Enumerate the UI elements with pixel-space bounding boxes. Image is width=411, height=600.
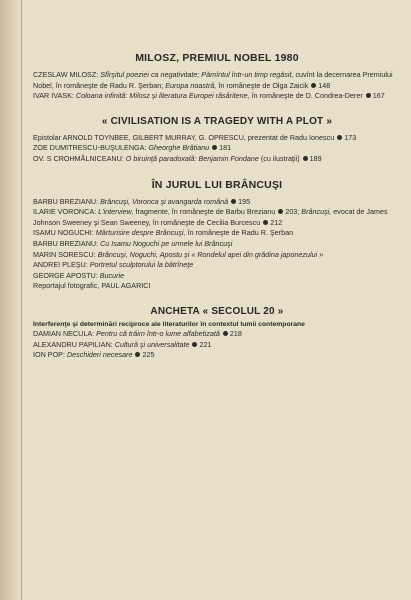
entry-work: Gheorghe Brătianu — [148, 143, 210, 153]
entry-work: Mărturisire despre Brâncuşi, — [95, 228, 186, 238]
entry-work: Pentru că trăim într-o lume alfabetizată — [96, 328, 220, 338]
section-subtitle: Interferenţe şi determinări reciproce ale literaturilor în contextul lumii contemporane — [33, 320, 305, 328]
section-title: ÎN JURUL LUI BRÂNCUŞI — [151, 178, 283, 191]
toc-entry — [33, 271, 401, 282]
entry-author: ILARIE VORONCA: — [33, 207, 97, 217]
entry-work: Cultură şi universalitate — [114, 339, 190, 349]
bullet-icon — [263, 220, 268, 225]
entry-author: ALEXANDRU PAPILIAN: — [33, 339, 113, 349]
toc-entry: ILARIE VORONCA: L'interview, fragmente, în româneşte de Barbu Brezianu 203; Brâncuşi, evocat de James Johnson Sweeney şi Sean Sweeney, în româneşte de Cecilia Burcescu 212 — [33, 207, 388, 227]
toc-entry — [33, 197, 401, 208]
toc-entry — [33, 281, 401, 292]
page-number: 181 — [219, 143, 232, 153]
toc-entry — [33, 154, 401, 165]
page-number: 195 — [238, 196, 251, 206]
page-number: 189 — [309, 153, 322, 163]
toc-entry — [33, 239, 401, 250]
entry-work: Sfîrşitul poeziei ca negativitate; Pămîntul într-un timp regăsit, — [100, 70, 294, 79]
entry-detail: prezentat de Radu Ionescu — [245, 132, 335, 142]
entry-detail: (cu ilustraţii) — [258, 153, 300, 163]
bullet-icon — [366, 93, 371, 98]
entry-detail: evocat de James Johnson Sweeney şi Sean Sweeney, în româneşte de Cecilia Burcescu — [33, 207, 388, 227]
entry-work: Bucurie — [99, 270, 125, 280]
table-of-contents — [33, 52, 401, 361]
toc-entry — [33, 91, 401, 102]
entry-author: Epistolar ARNOLD TOYNBEE, GILBERT MURRAY, G. OPRESCU, — [33, 132, 246, 142]
entry-work: L'interview, — [98, 207, 134, 217]
entry-author: MARIN SORESCU: — [33, 249, 96, 259]
entry-author: IVAR IVASK: — [33, 91, 74, 101]
page-number: 218 — [229, 328, 242, 338]
page-number: 221 — [199, 339, 212, 349]
entry-work: Brâncuşi, Noguchi, Apostu şi « Rondelul apei din grădina japonezului » — [97, 249, 324, 259]
entry-work: Coloana infinită: Milosz şi literatura Europei răsăritene, — [75, 91, 250, 101]
entry-author: OV. S CROHMĂLNICEANU: — [33, 153, 124, 163]
bullet-icon — [231, 199, 236, 204]
entry-work: Europa noastră, — [165, 80, 217, 90]
toc-entry — [33, 340, 401, 351]
entry-work: Cu Isamu Noguchi pe urmele lui Brâncuşi — [100, 238, 233, 248]
entry-author: BARBU BREZIANU: — [33, 238, 99, 248]
entry-author: ISAMU NOGUCHI: — [33, 228, 94, 238]
section-title: ANCHETA « SECOLUL 20 » — [150, 305, 284, 317]
section-title: « CIVILISATION IS A TRAGEDY WITH A PLOT » — [101, 115, 333, 127]
entry-author: ION POP: — [33, 350, 65, 360]
entry-detail: Reportajul fotografic, PAUL AGARICI — [33, 281, 151, 291]
toc-entry — [33, 350, 401, 361]
toc-entry — [33, 133, 401, 144]
page-number: 173 — [344, 132, 357, 142]
page-number: 148 — [318, 80, 331, 90]
section-title: MILOSZ, PREMIUL NOBEL 1980 — [135, 52, 299, 64]
entry-detail: în româneşte de Radu R. Şerban — [185, 228, 294, 238]
entry-detail: fragmente, în româneşte de Barbu Brezianu — [133, 207, 276, 217]
entry-detail: cuvînt la decernarea Premiului Nobel, în româneşte de Radu R. Şerban; — [33, 70, 393, 90]
toc-entry — [33, 250, 401, 261]
entry-work: O biruinţă paradoxală: Benjamin Fondane — [125, 153, 259, 163]
entry-work: Brâncuşi, — [301, 207, 332, 217]
spine-edge — [21, 0, 22, 600]
bullet-icon — [212, 145, 217, 150]
toc-entry — [33, 260, 401, 271]
entry-work: Deschideri necesare — [66, 350, 133, 360]
bullet-icon — [311, 83, 316, 88]
page-number: 203 — [285, 207, 298, 217]
page-number: 212 — [270, 217, 283, 227]
toc-entry — [33, 228, 401, 239]
entry-author: ANDREI PLEŞU: — [33, 260, 88, 270]
page-number: 167 — [372, 91, 385, 101]
entry-detail: în româneşte de D. Condrea-Derer — [249, 91, 363, 101]
toc-entry — [33, 143, 401, 154]
entry-author: GEORGE APOSTU: — [33, 270, 98, 280]
entry-work: Brâncuşi, Voronca şi avangarda română — [100, 196, 229, 206]
entry-author: CZESLAW MILOSZ: — [33, 70, 99, 79]
page-number: 225 — [142, 350, 155, 360]
bullet-icon — [337, 135, 342, 140]
bullet-icon — [303, 156, 308, 161]
entry-detail: în româneşte de Olga Zaicik — [216, 80, 309, 90]
book-spine — [0, 0, 22, 600]
bullet-icon — [278, 209, 283, 214]
toc-entry — [33, 329, 401, 340]
entry-work: Portretul sculptorului la bătrîneţe — [89, 260, 194, 270]
bullet-icon — [223, 331, 228, 336]
toc-entry — [33, 70, 401, 91]
entry-author: ZOE DUMITRESCU-BUŞULENGA: — [33, 143, 147, 153]
entry-author: DAMIAN NECULA: — [33, 328, 95, 338]
entry-author: BARBU BREZIANU: — [33, 196, 99, 206]
bullet-icon — [192, 342, 197, 347]
bullet-icon — [135, 352, 140, 357]
